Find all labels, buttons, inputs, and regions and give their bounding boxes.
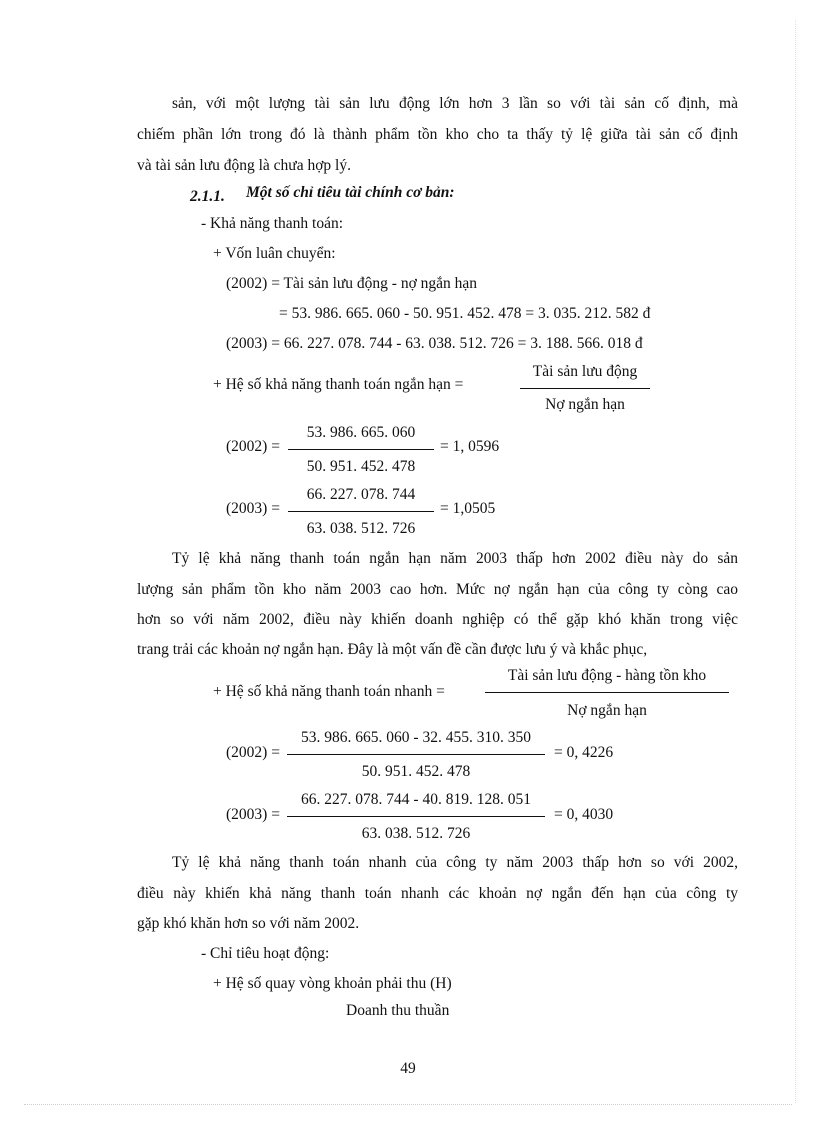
- formula-line: = 53. 986. 665. 060 - 50. 951. 452. 478 = 3. 035. 212. 582 đ: [279, 305, 651, 322]
- fraction-denominator: 63. 038. 512. 726: [306, 520, 416, 537]
- fraction-denominator: 50. 951. 452. 478: [361, 763, 471, 780]
- section-number: 2.1.1.: [190, 188, 225, 205]
- formula-result: = 0, 4226: [554, 744, 614, 761]
- fraction-bar: [287, 754, 545, 755]
- paragraph-line: gặp khó khăn hơn so với năm 2002.: [137, 915, 360, 932]
- paragraph-line: trang trải các khoản nợ ngắn hạn. Đây là một vấn đề cần được lưu ý và khắc phục,: [137, 641, 648, 658]
- paragraph-line: hơn so với năm 2002, điều này khiến doanh nghiệp có thể gặp khó khăn trong việc: [137, 611, 738, 628]
- fraction-denominator: Nợ ngắn hạn: [545, 396, 625, 413]
- formula-result: = 1,0505: [440, 500, 496, 517]
- paragraph-line: Tỷ lệ khả năng thanh toán nhanh của công ty năm 2003 thấp hơn so với 2002,: [172, 854, 738, 871]
- paragraph-line: lượng sản phẩm tồn kho năm 2003 cao hơn. Mức nợ ngắn hạn của công ty còng cao: [137, 581, 738, 598]
- subheading: - Khả năng thanh toán:: [201, 215, 344, 232]
- formula-year: (2002) =: [226, 438, 280, 455]
- fraction-numerator: 66. 227. 078. 744: [306, 486, 416, 503]
- item-label: + Hệ số quay vòng khoản phải thu (H): [213, 975, 452, 992]
- formula-line: (2003) = 66. 227. 078. 744 - 63. 038. 512. 726 = 3. 188. 566. 018 đ: [226, 335, 643, 352]
- page-border-bottom: [24, 1104, 792, 1105]
- item-label: + Hệ số khả năng thanh toán nhanh =: [213, 683, 445, 700]
- fraction-numerator: 66. 227. 078. 744 - 40. 819. 128. 051: [301, 791, 531, 808]
- paragraph-line: và tài sản lưu động là chưa hợp lý.: [137, 157, 351, 174]
- section-title: Một số chỉ tiêu tài chính cơ bản:: [246, 184, 455, 201]
- paragraph-line: Tỷ lệ khả năng thanh toán ngắn hạn năm 2003 thấp hơn 2002 điều này do sản: [172, 550, 738, 567]
- page-number: 49: [400, 1060, 416, 1077]
- formula-year: (2002) =: [226, 744, 280, 761]
- fraction-numerator: Tài sản lưu động - hàng tồn kho: [507, 667, 707, 684]
- fraction-bar: [485, 692, 729, 693]
- item-label: + Hệ số khả năng thanh toán ngắn hạn =: [213, 376, 464, 393]
- fraction-bar: [520, 388, 650, 389]
- fraction-numerator: 53. 986. 665. 060: [306, 424, 416, 441]
- formula-year: (2003) =: [226, 806, 280, 823]
- fraction-numerator: 53. 986. 665. 060 - 32. 455. 310. 350: [301, 729, 531, 746]
- subheading: - Chỉ tiêu hoạt động:: [201, 945, 330, 962]
- fraction-bar: [288, 511, 434, 512]
- paragraph-line: sản, với một lượng tài sản lưu động lớn hơn 3 lần so với tài sản cố định, mà: [172, 95, 738, 112]
- fraction-denominator: Nợ ngắn hạn: [567, 702, 647, 719]
- page-border-right: [795, 20, 796, 1103]
- fraction-numerator: Tài sản lưu động: [532, 363, 638, 380]
- fraction-denominator: 63. 038. 512. 726: [361, 825, 471, 842]
- item-label: + Vốn luân chuyển:: [213, 245, 336, 262]
- formula-result: = 0, 4030: [554, 806, 614, 823]
- fraction-numerator: Doanh thu thuần: [346, 1002, 450, 1019]
- paragraph-line: chiếm phần lớn trong đó là thành phẩm tồn kho cho ta thấy tỷ lệ giữa tài sản cố định: [137, 126, 738, 143]
- formula-year: (2003) =: [226, 500, 280, 517]
- fraction-denominator: 50. 951. 452. 478: [306, 458, 416, 475]
- formula-result: = 1, 0596: [440, 438, 500, 455]
- paragraph-line: điều này khiến khả năng thanh toán nhanh các khoản nợ ngắn đến hạn của công ty: [137, 885, 738, 902]
- fraction-bar: [287, 816, 545, 817]
- fraction-bar: [288, 449, 434, 450]
- formula-line: (2002) = Tài sản lưu động - nợ ngắn hạn: [226, 275, 478, 292]
